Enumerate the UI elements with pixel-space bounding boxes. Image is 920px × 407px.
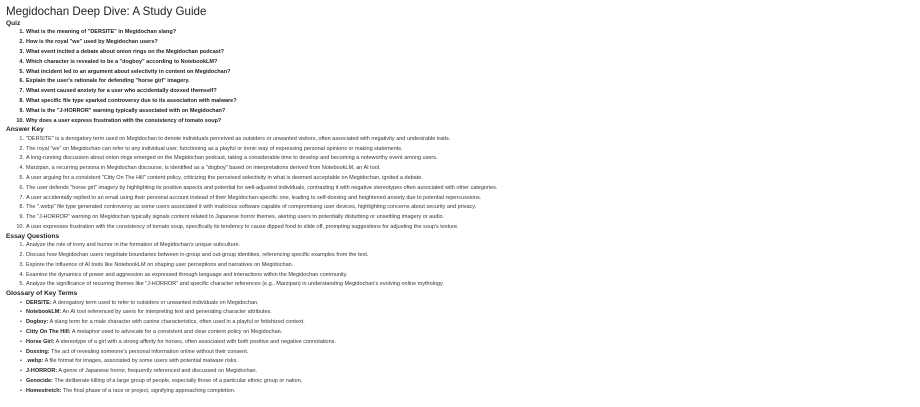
glossary-term: Genocide: [26,377,53,384]
list-item: 5. Analyze the significance of recurring themes like "J-HORROR" and specific character references (e.g., Marzipan) in understanding Megidochan's evolving online mythology. [19,281,444,288]
answer-text: Marzipan, a recurring persona in Megidochan discourse, is identified as a "dogboy" based on interpretations derived from NotebookLM, an AI tool. [26,165,381,172]
glossary-term: DERSITE: [26,299,52,306]
glossary-term: Homestretch: [26,387,62,394]
list-item: 6. The user defends "horse girl" imagery by highlighting its positive aspects and potential for well-adjusted individuals, contrasting it with negative stereotypes often associated with other categories. [19,184,498,191]
list-item: 4. Marzipan, a recurring persona in Megidochan discourse, is identified as a "dogboy" based on interpretations derived from NotebookLM, an AI tool. [19,165,381,172]
list-item: 2. The royal "we" on Megidochan can refer to any individual user, functioning as a playful or ironic way of expressing personal opinions or making statements. [19,145,403,152]
quiz-question: What event incited a debate about onion rings on the Megidochan podcast? [26,49,225,55]
quiz-question: What is the "J-HORROR" warning typically associated with on Megidochan? [26,107,226,114]
glossary-term: Doxxing: [26,348,50,355]
quiz-question: Why does a user express frustration with the consistency of tomato soup? [26,117,222,124]
list-item: 3. A long-running discussion about onion rings emerged on the Megidochan podcast, taking a considerable time to develop and becoming a noteworthy event among users. [19,155,438,162]
quiz-list [6,28,914,126]
answer-text: The royal "we" on Megidochan can refer to any individual user, functioning as a playful or ironic way of expressing personal opinions or making statements. [26,145,403,152]
essay-question: Examine the dynamics of power and aggression as expressed through language and interactions within the Megidochan community. [26,271,348,278]
quiz-question: How is the royal "we" used by Megidochan users? [26,39,158,46]
list-item: 1. Analyze the role of irony and humor in the formation of Megidochan's unique subculture. [19,242,241,249]
list-item: 1. What is the meaning of "DERSITE" in Megidochan slang? [19,29,177,36]
glossary-item: • NotebookLM: An AI tool referenced by users for interpreting text and generating character attributes. [20,309,272,316]
list-item: 8. The ".webp" file type generated controversy as some users associated it with malicious software capable of compromising user devices, highlighting concerns about security and privacy. [19,204,477,211]
essay-question: Explore the influence of AI tools like NotebookLM on shaping user perceptions and narratives on Megidochan. [26,261,294,268]
answer-text: A user expresses frustration with the consistency of tomato soup, specifically its tendency to cause dipped food to slide off, prompting suggestions for adjusting the soup's texture. [26,223,459,230]
glossary-item: • Homestretch: The final phase of a race or project, signifying approaching completion. [20,387,236,394]
glossary-definition: A genre of Japanese horror, frequently referenced and discussed on Megidochan. [58,368,258,375]
list-item: 10. Why does a user express frustration with the consistency of tomato soup? [16,117,222,124]
glossary-definition: A slang term for a male character with canine characteristics, often used in a playful or fetishized context. [49,319,305,326]
glossary-definition: A stereotype of a girl with a strong affinity for horses, often associated with both positive and negative connotations. [55,338,336,345]
glossary-definition: A derogatory term used to refer to outsiders or unwanted individuals on Megidochan. [52,299,259,306]
essay-questions-heading: Essay Questions [6,232,60,240]
answer-text: A user arguing for a consistent "Citty On The Hill" content policy, criticizing the perceived selectivity in what is deemed acceptable on Megidochan, ignited a debate. [26,174,423,181]
glossary-heading: Glossary of Key Terms [6,290,78,298]
essay-question: Discuss how Megidochan users negotiate boundaries between in-group and out-group identities, referencing specific examples from the text. [26,251,369,258]
answer-text: The ".webp" file type generated controversy as some users associated it with malicious software capable of compromising user devices, highlighting concerns about security and privacy. [26,204,477,211]
glossary-item: • Genocide: The deliberate killing of a large group of people, especially those of a particular ethnic group or nation. [20,377,303,384]
list-item: 9. The "J-HORROR" warning on Megidochan typically signals content related to Japanese horror themes, alerting users to potentially disturbing or unsettling imagery or audio. [19,214,445,221]
quiz-question: Explain the user's rationale for defending "horse girl" imagery. [26,78,190,85]
answer-text: "DERSITE" is a derogatory term used on Megidochan to denote individuals perceived as outsiders or unwanted visitors, often associated with negativity and undesirable traits. [26,135,451,142]
glossary-item: • Doxxing: The act of revealing someone's personal information online without their consent. [20,348,249,355]
answer-text: The "J-HORROR" warning on Megidochan typically signals content related to Japanese horror themes, alerting users to potentially disturbing or unsettling imagery or audio. [26,214,445,221]
list-item: 7. What event caused anxiety for a user who accidentally doxxed themself? [19,88,217,95]
list-item: 5. What incident led to an argument about selectivity in content on Megidochan? [19,68,231,75]
list-item: 10. A user expresses frustration with the consistency of tomato soup, specifically its tendency to cause dipped food to slide off, prompting suggestions for adjusting the soup's texture. [16,223,459,230]
glossary-item: • .webp: A file format for images, associated by some users with potential malware risks. [20,358,238,365]
glossary-definition: A file format for images, associated by some users with potential malware risks. [44,358,238,365]
glossary-term: NotebookLM: [26,309,62,316]
glossary-item: • DERSITE: A derogatory term used to refer to outsiders or unwanted individuals on Megidochan. [20,299,259,306]
answer-key-heading: Answer Key [6,126,44,134]
answer-text: A user accidentally replied to an email using their personal account instead of their Megidochan-specific one, leading to self-doxxing and heightened anxiety due to potential repercussions. [26,194,482,201]
list-item: 3. Explore the influence of AI tools like NotebookLM on shaping user perceptions and narratives on Megidochan. [19,261,294,268]
list-item: 5. A user arguing for a consistent "Citty On The Hill" content policy, criticizing the perceived selectivity in what is deemed acceptable on Megidochan, ignited a debate. [19,174,423,181]
glossary-definition: An AI tool referenced by users for interpreting text and generating character attributes. [62,309,272,316]
quiz-question: What specific file type sparked controversy due to its association with malware? [26,97,237,104]
essay-question: Analyze the significance of recurring themes like "J-HORROR" and specific character references (e.g., Marzipan) in understanding Megidochan's evolving online mythology. [26,281,444,288]
glossary-definition: The deliberate killing of a large group of people, especially those of a particular ethnic group or nation. [54,377,303,384]
answer-text: A long-running discussion about onion rings emerged on the Megidochan podcast, taking a considerable time to develop and becoming a noteworthy event among users. [26,155,438,162]
glossary-term: Citty On The Hill: [26,328,71,335]
quiz-heading: Quiz [6,20,21,27]
answer-text: The user defends "horse girl" imagery by highlighting its positive aspects and potential for well-adjusted individuals, contrasting it with negative stereotypes often associated with other categories. [26,184,498,191]
glossary-item: • Citty On The Hill: A metaphor used to advocate for a consistent and clear content policy on Megidochan. [20,328,283,335]
list-item: 7. A user accidentally replied to an email using their personal account instead of their Megidochan-specific one, leading to self-doxxing and heightened anxiety due to potential repercussions. [19,194,482,201]
glossary-item: • Horse Girl: A stereotype of a girl with a strong affinity for horses, often associated with both positive and negative connotations. [20,338,336,345]
list-item: 2. How is the royal "we" used by Megidochan users? [19,39,158,46]
quiz-question: What incident led to an argument about selectivity in content on Megidochan? [26,68,231,75]
quiz-question: Which character is revealed to be a "dogboy" according to NotebookLM? [26,58,218,65]
list-item: 4. Which character is revealed to be a "dogboy" according to NotebookLM? [19,58,218,65]
list-item: 4. Examine the dynamics of power and aggression as expressed through language and interactions within the Megidochan community. [19,271,348,278]
essay-questions-list [6,241,914,290]
quiz-question: What is the meaning of "DERSITE" in Megidochan slang? [26,29,177,36]
list-item: 2. Discuss how Megidochan users negotiate boundaries between in-group and out-group identities, referencing specific examples from the text. [19,251,369,258]
answer-key-list [6,135,914,233]
page-title: Megidochan Deep Dive: A Study Guide [6,5,207,18]
glossary-term: Horse Girl: [26,338,55,345]
essay-question: Analyze the role of irony and humor in the formation of Megidochan's unique subculture. [26,242,241,249]
glossary-item: • J-HORROR: A genre of Japanese horror, frequently referenced and discussed on Megidochan. [20,368,258,375]
list-item: 3. What event incited a debate about onion rings on the Megidochan podcast? [19,49,225,55]
glossary-term: .webp: [26,358,44,365]
quiz-question: What event caused anxiety for a user who accidentally doxxed themself? [26,88,217,95]
list-item: 8. What specific file type sparked controversy due to its association with malware? [19,97,237,104]
glossary-definition: The act of revealing someone's personal information online without their consent. [50,348,249,355]
glossary-term: Dogboy: [26,319,49,326]
list-item: 9. What is the "J-HORROR" warning typically associated with on Megidochan? [19,107,226,114]
list-item: 1. "DERSITE" is a derogatory term used on Megidochan to denote individuals perceived as outsiders or unwanted visitors, often associated with negativity and undesirable traits. [19,135,451,142]
glossary-definition: A metaphor used to advocate for a consistent and clear content policy on Megidochan. [71,328,283,335]
glossary-definition: The final phase of a race or project, signifying approaching completion. [62,387,236,394]
glossary-list [6,299,914,397]
glossary-term: J-HORROR: [26,368,58,375]
list-item: 6. Explain the user's rationale for defending "horse girl" imagery. [19,78,190,85]
glossary-item: • Dogboy: A slang term for a male character with canine characteristics, often used in a playful or fetishized context. [20,319,305,326]
